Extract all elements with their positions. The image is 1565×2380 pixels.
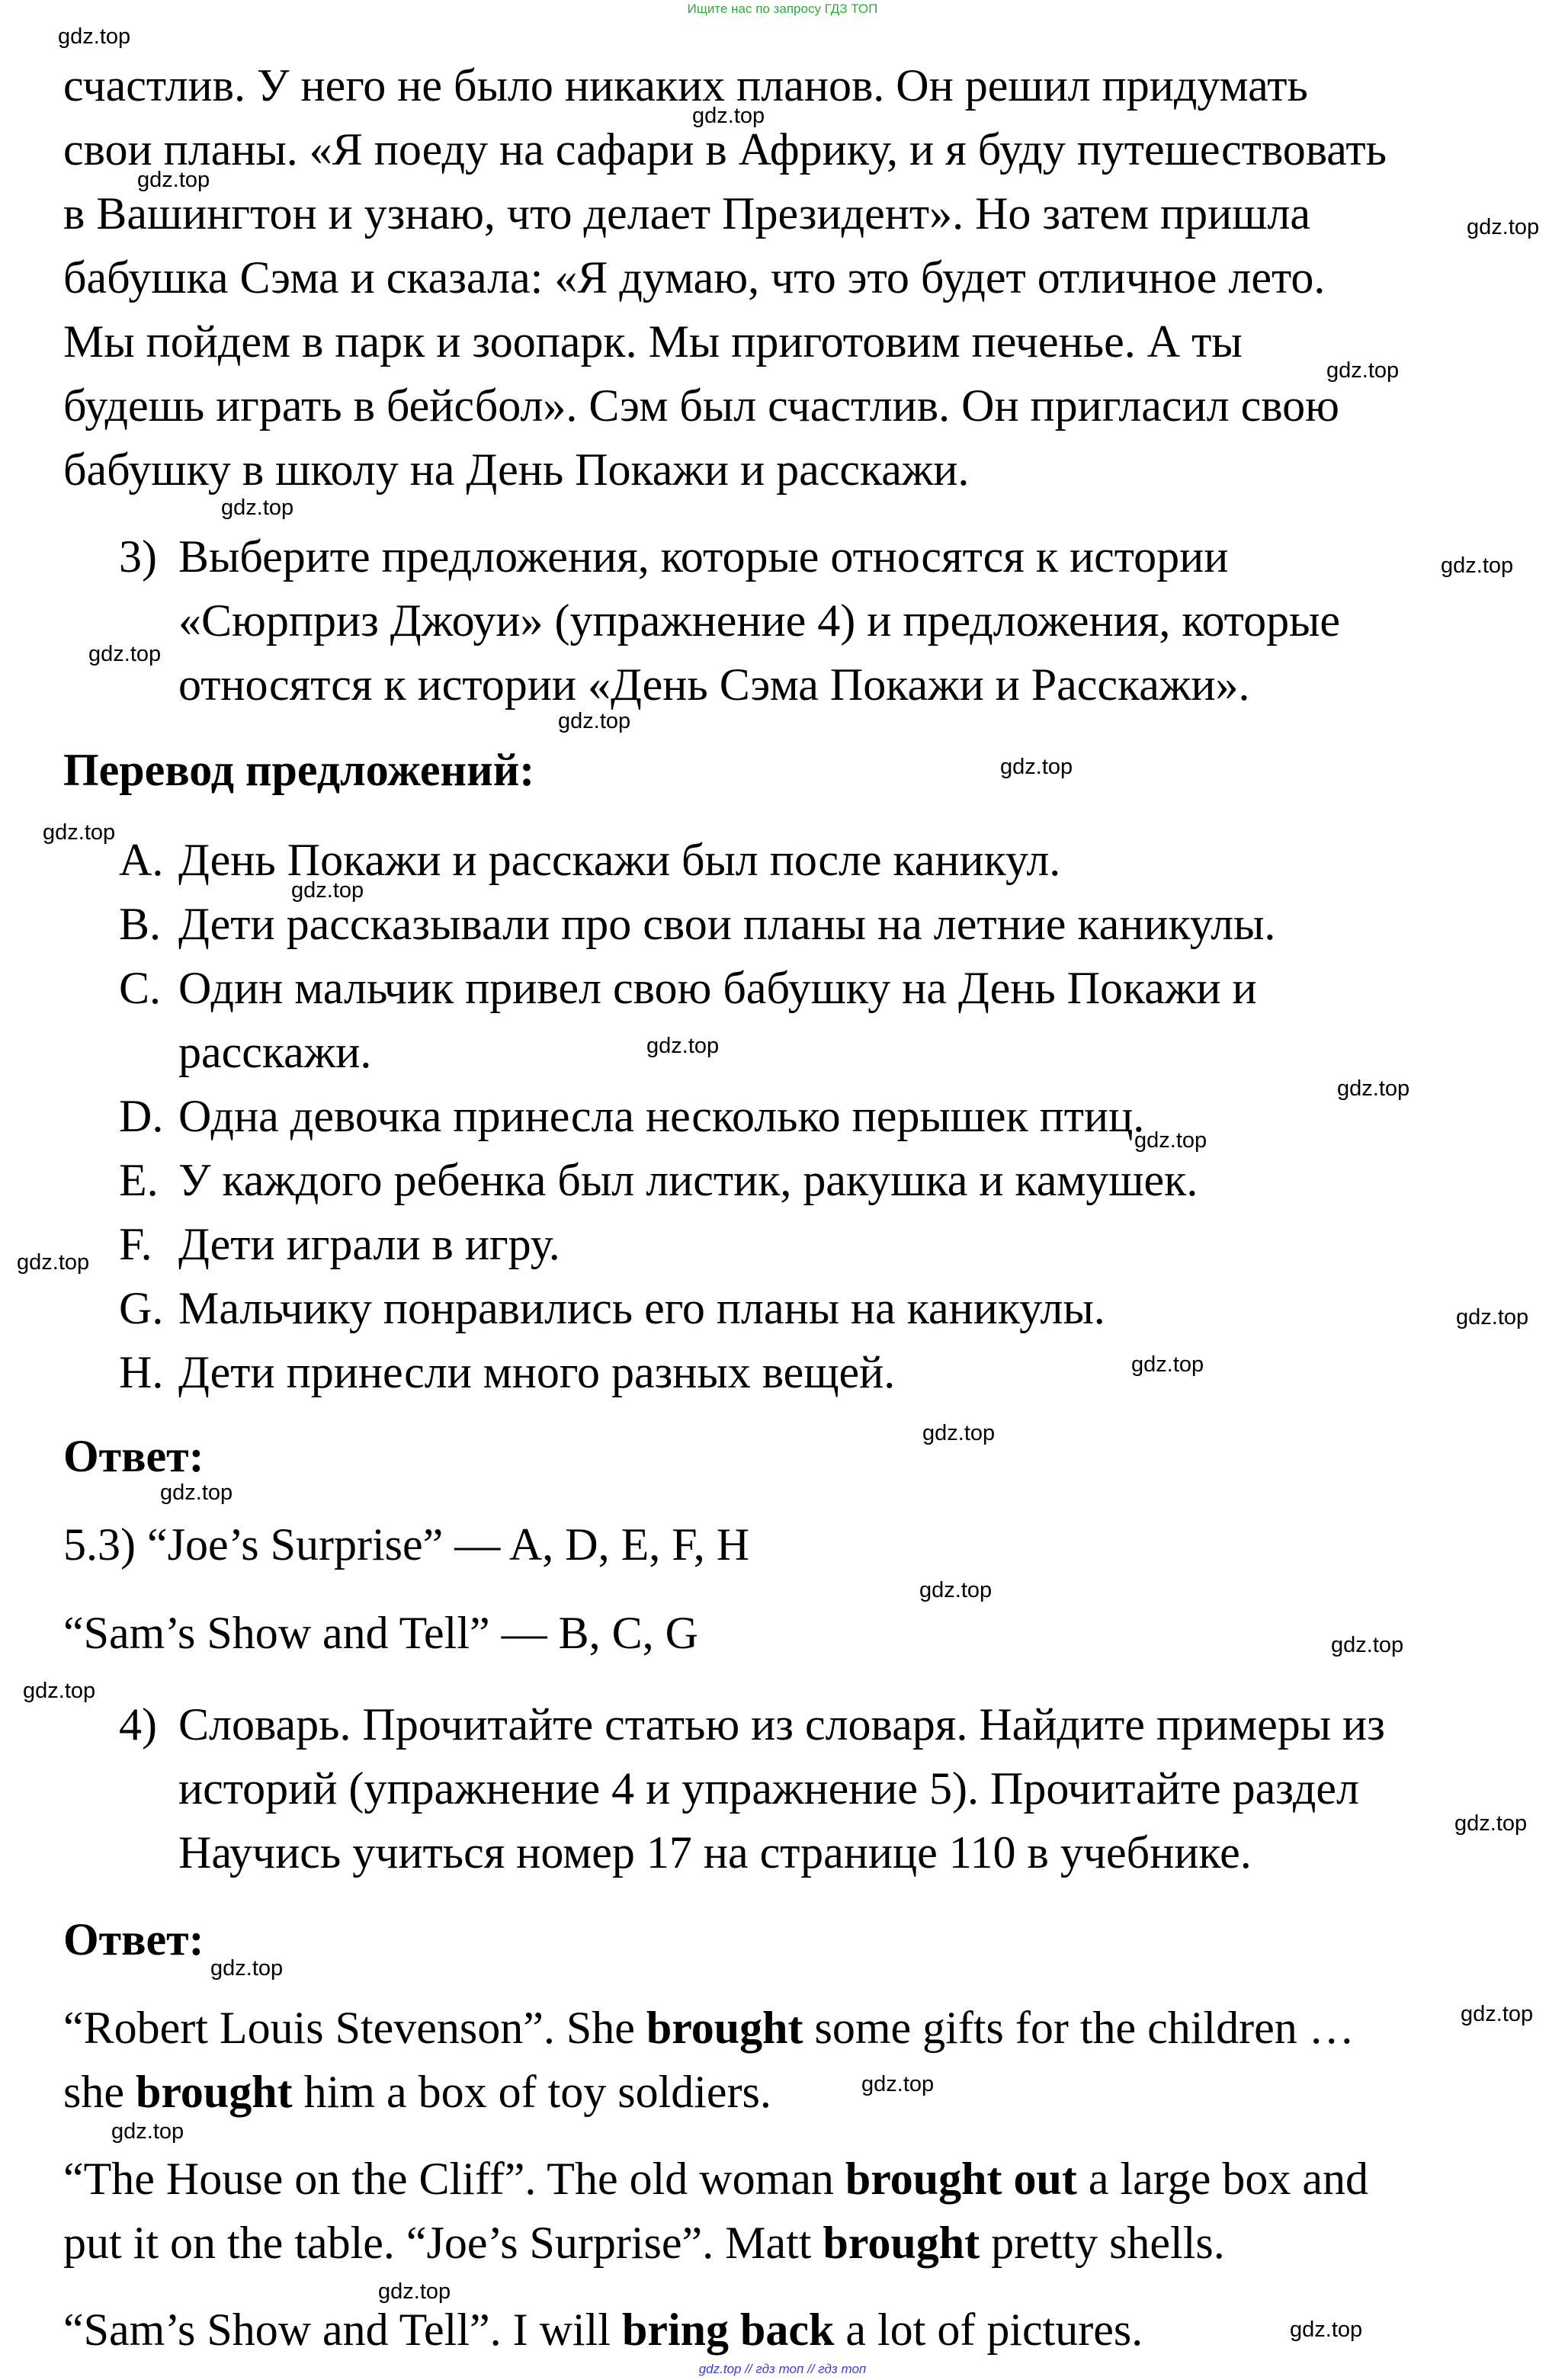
example-text: she [63,2067,136,2117]
watermark: gdz.top [922,1421,996,1445]
example-line [63,2211,1225,2275]
watermark: gdz.top [1000,755,1073,779]
highlight-word: bring back [621,2305,835,2355]
task4-line: историй (упражнение 4 и упражнение 5). Прочитайте раздел [178,1763,1359,1814]
watermark: gdz.top [861,2072,935,2096]
task3-line: Выберите предложения, которые относятся к истории [178,531,1229,582]
task3-line: «Сюрприз Джоуи» (упражнение 4) и предложения, которые [178,595,1341,646]
watermark: gdz.top [1290,2317,1363,2342]
watermark: gdz.top [23,1679,96,1703]
watermark: gdz.top [111,2119,184,2144]
story-line: в Вашингтон и узнаю, что делает Президент». Но затем пришла [63,188,1311,239]
watermark: gdz.top [1456,1305,1529,1330]
sentence-letter: E. [119,1155,159,1205]
task3-line: относятся к истории «День Сэма Покажи и Расскажи». [178,659,1250,710]
watermark: gdz.top [692,104,765,128]
sentence-letter: F. [119,1219,152,1269]
highlight-word: brought [646,2003,803,2053]
example-text: a lot of pictures. [834,2305,1143,2355]
answer-line: 5.3) “Joe’s Surprise” — A, D, E, F, H [63,1519,750,1570]
task4-line: Научись учиться номер 17 на странице 110 в учебнике. [178,1827,1252,1878]
watermark: gdz.top [1326,358,1400,383]
example-text: a large box and [1076,2154,1368,2204]
example-text: pretty shells. [980,2218,1225,2268]
example-line [63,2060,771,2124]
sentence-letter: H. [119,1347,164,1397]
answer-heading: Ответ: [63,1431,204,1481]
sentence-letter: G. [119,1283,164,1333]
watermark: gdz.top [1131,1352,1204,1377]
example-text: put it on the table. “Joe’s Surprise”. Matt [63,2218,823,2268]
highlight-word: brought [135,2067,293,2117]
task4-line: Словарь. Прочитайте статью из словаря. Найдите примеры из [178,1699,1385,1750]
example-line [63,2147,1368,2211]
answer-line: “Sam’s Show and Tell” — B, C, G [63,1608,698,1658]
story-line: бабушку в школу на День Покажи и расскажи. [63,444,970,495]
example-text: “The House on the Cliff”. The old woman [63,2154,845,2204]
highlight-word: brought out [845,2154,1077,2204]
watermark: gdz.top [43,820,116,845]
example-line [63,1996,1355,2060]
sentence-text: Мальчику понравились его планы на каникулы. [178,1283,1105,1333]
watermark: gdz.top [291,878,364,903]
watermark: gdz.top [1337,1076,1410,1101]
highlight-word: brought [823,2218,980,2268]
example-text: “Robert Louis Stevenson”. She [63,2003,646,2053]
header-banner[interactable]: Ищите нас по запросу ГДЗ ТОП [687,2,878,16]
sentence-text: Дети рассказывали про свои планы на летние каникулы. [178,899,1276,949]
sentence-text: расскажи. [178,1027,372,1077]
story-line: свои планы. «Я поеду на сафари в Африку, и я буду путешествовать [63,124,1387,175]
sentence-text: День Покажи и расскажи был после каникул. [178,835,1061,885]
watermark: gdz.top [221,496,294,520]
sentence-letter: D. [119,1091,164,1141]
watermark: gdz.top [17,1250,90,1275]
story-line: счастлив. У него не было никаких планов. Он решил придумать [63,60,1308,111]
watermark: gdz.top [210,1956,284,1981]
watermark: gdz.top [919,1578,993,1602]
watermark: gdz.top [1461,2002,1534,2026]
watermark: gdz.top [1331,1633,1404,1657]
watermark: gdz.top [378,2279,451,2304]
sentence-text: У каждого ребенка был листик, ракушка и камушек. [178,1155,1198,1205]
example-text: “Sam’s Show and Tell”. I will [63,2305,622,2355]
sentence-text: Одна девочка принесла несколько перышек птиц. [178,1091,1145,1141]
story-line: Мы пойдем в парк и зоопарк. Мы приготовим печенье. А ты [63,316,1243,367]
watermark: gdz.top [646,1034,720,1058]
watermark: gdz.top [558,709,631,733]
sentence-letter: A. [119,835,164,885]
watermark: gdz.top [160,1480,233,1505]
sentence-letter: B. [119,899,162,949]
story-line: бабушка Сэма и сказала: «Я думаю, что это будет отличное лето. [63,252,1326,303]
watermark: gdz.top [1441,553,1514,578]
sentence-letter: C. [119,963,162,1013]
sentence-text: Дети принесли много разных вещей. [178,1347,896,1397]
watermark: gdz.top [88,642,162,666]
watermark: gdz.top [137,168,210,192]
example-text: some gifts for the children … [803,2003,1355,2053]
footer-links[interactable]: gdz.top // гдз топ // гдз топ [698,2362,867,2376]
sentence-text: Дети играли в игру. [178,1219,560,1269]
watermark: gdz.top [1467,215,1540,239]
example-text: him a box of toy soldiers. [292,2067,771,2117]
answer-heading: Ответ: [63,1914,204,1965]
task4-number: 4) [119,1699,157,1750]
task3-number: 3) [119,531,157,582]
example-line [63,2298,1143,2362]
watermark: gdz.top [1134,1128,1207,1153]
watermark: gdz.top [58,24,131,49]
translation-heading: Перевод предложений: [63,745,535,795]
sentence-text: Один мальчик привел свою бабушку на День Покажи и [178,963,1257,1013]
watermark: gdz.top [1454,1811,1528,1836]
story-line: будешь играть в бейсбол». Сэм был счастлив. Он пригласил свою [63,380,1339,431]
